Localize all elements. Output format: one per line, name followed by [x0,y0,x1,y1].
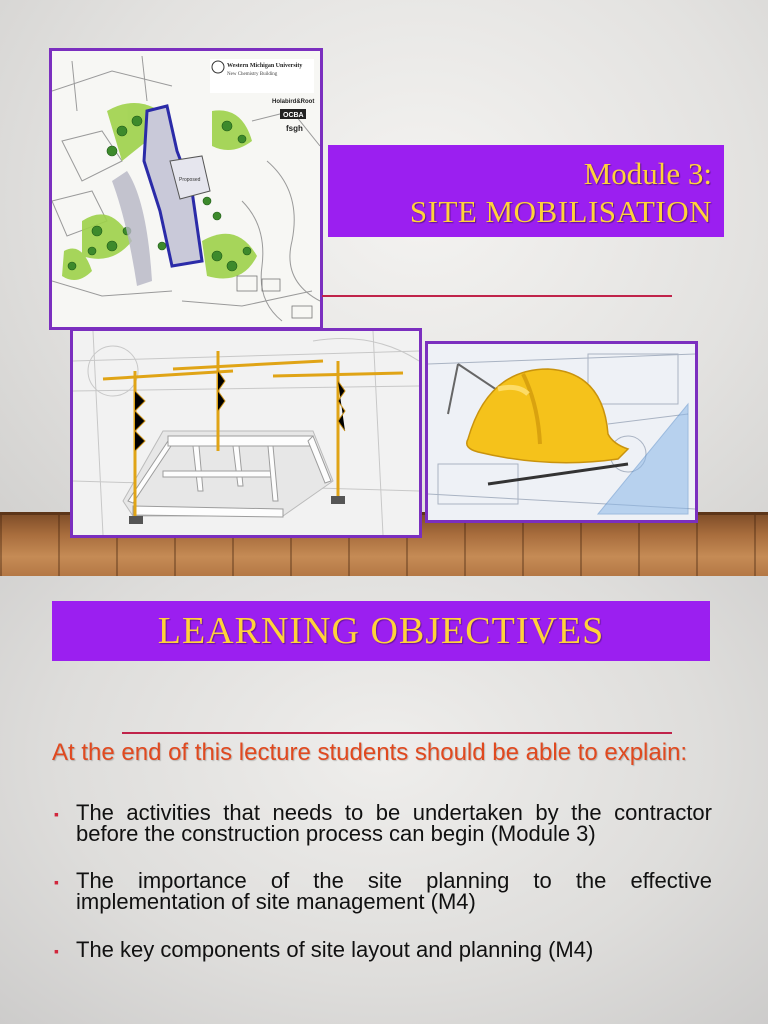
heading-rule [122,732,672,734]
objective-text-3: The key components of site layout and planning (M4) [76,937,594,962]
hard-hat-drawing [428,344,695,520]
cranes-drawing [73,331,419,535]
cranes-construction-image [70,328,422,538]
siteplan-firm3: fsgh [286,124,303,133]
site-plan-drawing [52,51,320,327]
list-item [52,939,712,960]
svg-text:Proposed: Proposed [179,177,201,183]
module-subtitle: SITE MOBILISATION [409,194,712,229]
siteplan-firm2: OCBA [283,112,304,119]
module-title: Module 3: [583,156,712,191]
siteplan-university: Western Michigan University [227,63,303,69]
bullet-marker-icon: ▪ [54,943,59,959]
hard-hat-blueprint-image [425,341,698,523]
list-item [52,802,712,844]
objective-text-2: The importance of the site planning to the effective implementation of site management (M4) [76,868,712,914]
site-plan-image [49,48,323,330]
objective-text-1: The activities that needs to be undertaken by the contractor before the construction process can begin (Module 3) [76,800,712,846]
module-title-box [328,145,724,237]
siteplan-building: New Chemistry Building [227,72,278,77]
bullet-marker-icon: ▪ [54,874,59,890]
title-rule [322,295,672,297]
learning-objectives-heading: LEARNING OBJECTIVES [52,601,710,661]
objectives-slide [0,576,768,1024]
objectives-intro: At the end of this lecture students should be able to explain: [52,739,688,766]
objectives-list [52,802,712,960]
bullet-marker-icon: ▪ [54,806,59,822]
siteplan-firm1: Holabird&Root [272,99,315,105]
list-item [52,870,712,912]
